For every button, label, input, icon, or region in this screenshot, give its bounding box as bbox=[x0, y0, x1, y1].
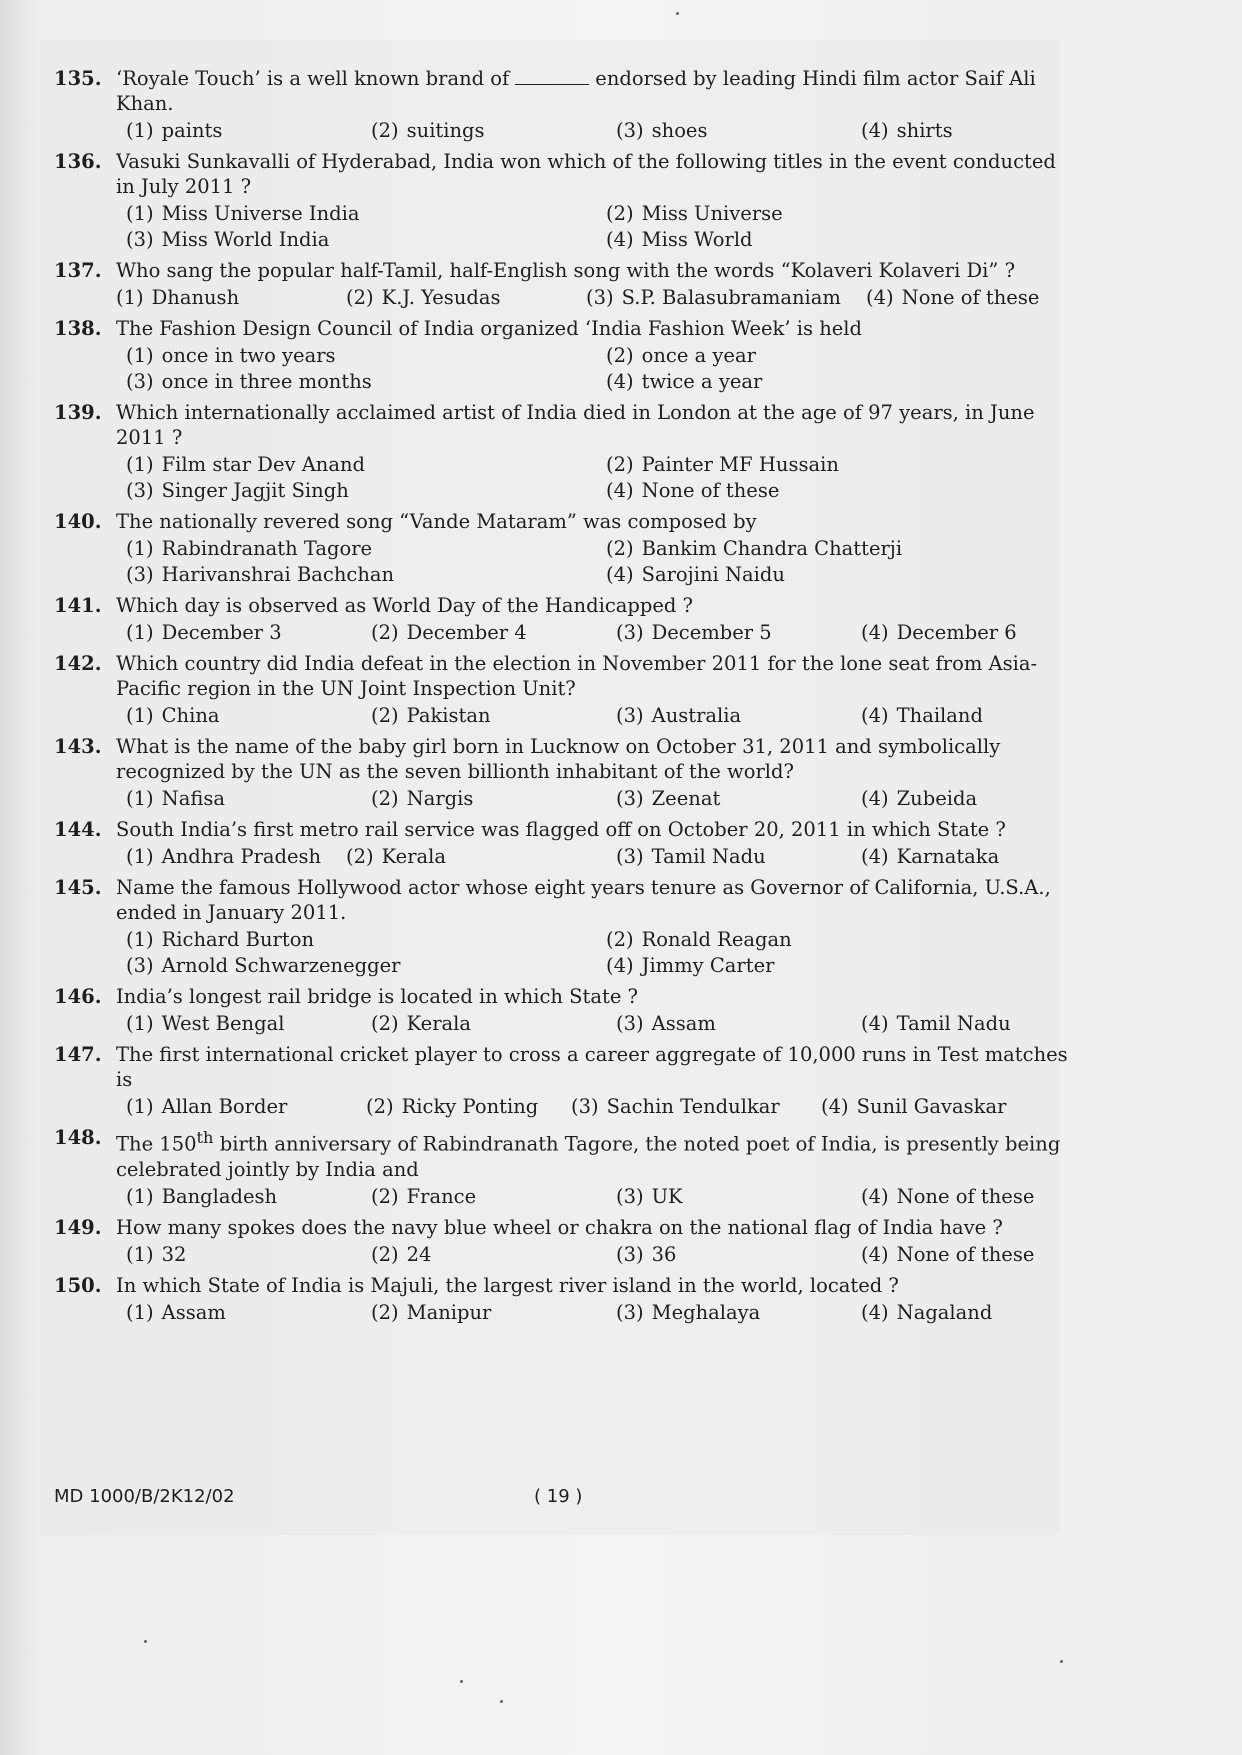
scan-speck bbox=[460, 1680, 463, 1683]
question-140 bbox=[54, 509, 1084, 587]
option-2: (2) Ronald Reagan bbox=[606, 928, 792, 951]
option-4: (4) Tamil Nadu bbox=[861, 1012, 1011, 1035]
option-4: (4) shirts bbox=[861, 119, 953, 142]
question-145 bbox=[54, 875, 1084, 978]
option-3: (3) Meghalaya bbox=[616, 1300, 761, 1324]
option-1: (1) Nafisa bbox=[126, 787, 225, 810]
option-1: (1) Richard Burton bbox=[126, 928, 314, 951]
question-text: Who sang the popular half-Tamil, half-English song with the words “Kolaveri Kolaveri Di” ? bbox=[116, 259, 1016, 282]
option-4: (4) Miss World bbox=[606, 228, 753, 251]
option-1: (1) December 3 bbox=[126, 621, 282, 644]
option-2: (2) Nargis bbox=[371, 787, 474, 810]
question-number: 145. bbox=[54, 876, 102, 899]
question-number: 136. bbox=[54, 150, 102, 173]
option-2: (2) December 4 bbox=[371, 621, 527, 644]
option-4: (4) None of these bbox=[861, 1184, 1035, 1208]
question-text-cont: endorsed by leading Hindi film actor Saif Ali Khan. bbox=[116, 67, 1036, 115]
options bbox=[126, 452, 1084, 503]
fill-blank bbox=[515, 67, 589, 85]
question-146 bbox=[54, 984, 1084, 1036]
option-3: (3) Sachin Tendulkar bbox=[571, 1095, 780, 1118]
question-137 bbox=[54, 258, 1084, 310]
scan-speck bbox=[144, 1640, 147, 1643]
options bbox=[126, 786, 1084, 811]
question-number: 150. bbox=[54, 1273, 102, 1297]
option-2: (2) Bankim Chandra Chatterji bbox=[606, 537, 903, 560]
question-text: The 150 bbox=[116, 1132, 197, 1156]
question-text: The nationally revered song “Vande Mataram” was composed by bbox=[116, 510, 757, 533]
question-149 bbox=[54, 1215, 1084, 1267]
option-2: (2) Kerala bbox=[371, 1012, 472, 1035]
option-2: (2) Ricky Ponting bbox=[366, 1095, 539, 1118]
question-text: Which country did India defeat in the election in November 2011 for the lone seat from Asia-Pacific region in the UN Joint Inspection Unit? bbox=[116, 652, 1038, 700]
option-1: (1) once in two years bbox=[126, 344, 336, 367]
option-3: (3) Assam bbox=[616, 1012, 716, 1035]
option-2: (2) Miss Universe bbox=[606, 202, 783, 225]
option-3: (3) S.P. Balasubramaniam bbox=[586, 286, 841, 309]
options bbox=[126, 1300, 1084, 1325]
options bbox=[126, 1094, 1084, 1119]
option-1: (1) Rabindranath Tagore bbox=[126, 537, 373, 560]
option-2: (2) Kerala bbox=[346, 845, 447, 868]
option-3: (3) 36 bbox=[616, 1242, 677, 1266]
options bbox=[126, 536, 1084, 587]
option-2: (2) France bbox=[371, 1184, 477, 1208]
option-2: (2) 24 bbox=[371, 1242, 432, 1266]
question-number: 141. bbox=[54, 594, 102, 617]
question-number: 144. bbox=[54, 818, 102, 841]
question-142 bbox=[54, 651, 1084, 728]
options bbox=[126, 1242, 1084, 1267]
question-text: The first international cricket player to cross a career aggregate of 10,000 runs in Test matches is bbox=[116, 1043, 1068, 1091]
page-number: ( 19 ) bbox=[534, 1486, 583, 1507]
question-number: 149. bbox=[54, 1215, 102, 1239]
question-150 bbox=[54, 1273, 1084, 1325]
question-number: 135. bbox=[54, 67, 102, 90]
option-4: (4) December 6 bbox=[861, 621, 1017, 644]
option-3: (3) UK bbox=[616, 1184, 683, 1208]
option-4: (4) Zubeida bbox=[861, 787, 978, 810]
scan-speck bbox=[500, 1700, 503, 1703]
options bbox=[126, 201, 1084, 252]
option-3: (3) Tamil Nadu bbox=[616, 845, 766, 868]
question-136 bbox=[54, 149, 1084, 252]
question-number: 147. bbox=[54, 1043, 102, 1066]
options bbox=[116, 285, 1084, 310]
option-3: (3) Zeenat bbox=[616, 787, 721, 810]
question-text: Name the famous Hollywood actor whose eight years tenure as Governor of California, U.S.A., ended in January 2011. bbox=[116, 876, 1051, 924]
scan-speck bbox=[676, 12, 679, 15]
question-number: 140. bbox=[54, 510, 102, 533]
option-3: (3) Singer Jagjit Singh bbox=[126, 479, 349, 502]
options bbox=[126, 844, 1084, 869]
question-number: 138. bbox=[54, 317, 102, 340]
option-3: (3) Harivanshrai Bachchan bbox=[126, 563, 395, 586]
option-3: (3) shoes bbox=[616, 119, 708, 142]
question-number: 142. bbox=[54, 652, 102, 675]
option-1: (1) Dhanush bbox=[116, 286, 240, 309]
option-4: (4) Jimmy Carter bbox=[606, 954, 775, 977]
option-1: (1) Miss Universe India bbox=[126, 202, 360, 225]
options bbox=[126, 343, 1084, 394]
option-3: (3) Arnold Schwarzenegger bbox=[126, 954, 401, 977]
option-2: (2) Pakistan bbox=[371, 704, 491, 727]
question-number: 146. bbox=[54, 985, 102, 1008]
option-4: (4) Sarojini Naidu bbox=[606, 563, 785, 586]
question-text: What is the name of the baby girl born in Lucknow on October 31, 2011 and symbolically recognized by the UN as the seven billionth inhabitant of the world? bbox=[116, 735, 1001, 783]
options bbox=[126, 1011, 1084, 1036]
option-1: (1) paints bbox=[126, 119, 223, 142]
paper-code: MD 1000/B/2K12/02 bbox=[54, 1486, 235, 1507]
question-text: The Fashion Design Council of India organized ‘India Fashion Week’ is held bbox=[116, 317, 863, 340]
question-text: Which day is observed as World Day of the Handicapped ? bbox=[116, 594, 694, 617]
question-text: South India’s first metro rail service was flagged off on October 20, 2011 in which State ? bbox=[116, 818, 1006, 841]
option-1: (1) Allan Border bbox=[126, 1095, 288, 1118]
question-list bbox=[54, 66, 1084, 1331]
question-text: India’s longest rail bridge is located in which State ? bbox=[116, 985, 639, 1008]
option-4: (4) Nagaland bbox=[861, 1300, 993, 1324]
option-1: (1) 32 bbox=[126, 1242, 187, 1266]
option-4: (4) None of these bbox=[861, 1242, 1035, 1266]
option-2: (2) K.J. Yesudas bbox=[346, 286, 501, 309]
option-1: (1) China bbox=[126, 704, 220, 727]
options bbox=[126, 620, 1084, 645]
option-4: (4) Thailand bbox=[861, 704, 983, 727]
option-3: (3) Miss World India bbox=[126, 228, 330, 251]
option-1: (1) Assam bbox=[126, 1300, 226, 1324]
question-text: How many spokes does the navy blue wheel or chakra on the national flag of India have ? bbox=[116, 1215, 1003, 1239]
question-139 bbox=[54, 400, 1084, 503]
question-text: In which State of India is Majuli, the largest river island in the world, located ? bbox=[116, 1273, 899, 1297]
question-text-cont: birth anniversary of Rabindranath Tagore, the noted poet of India, is presently being celebrated jointly by India and bbox=[116, 1132, 1061, 1181]
option-2: (2) once a year bbox=[606, 344, 756, 367]
question-138 bbox=[54, 316, 1084, 394]
question-text: ‘Royale Touch’ is a well known brand of bbox=[116, 67, 510, 90]
superscript-th: th bbox=[196, 1128, 214, 1147]
option-3: (3) once in three months bbox=[126, 370, 372, 393]
question-number: 139. bbox=[54, 401, 102, 424]
question-143 bbox=[54, 734, 1084, 811]
option-4: (4) None of these bbox=[606, 479, 780, 502]
question-number: 148. bbox=[54, 1126, 102, 1149]
question-141 bbox=[54, 593, 1084, 645]
question-147 bbox=[54, 1042, 1084, 1119]
option-4: (4) None of these bbox=[866, 286, 1040, 309]
option-3: (3) Australia bbox=[616, 704, 742, 727]
option-4: (4) Sunil Gavaskar bbox=[821, 1095, 1007, 1118]
question-135 bbox=[54, 66, 1084, 143]
options bbox=[126, 927, 1084, 978]
options bbox=[126, 703, 1084, 728]
options bbox=[126, 1184, 1084, 1209]
question-text: Vasuki Sunkavalli of Hyderabad, India won which of the following titles in the event conducted in July 2011 ? bbox=[116, 150, 1056, 198]
question-148 bbox=[54, 1125, 1084, 1209]
option-4: (4) Karnataka bbox=[861, 845, 1000, 868]
question-number: 143. bbox=[54, 735, 102, 758]
option-1: (1) Bangladesh bbox=[126, 1184, 278, 1208]
option-2: (2) suitings bbox=[371, 119, 485, 142]
option-3: (3) December 5 bbox=[616, 621, 772, 644]
question-144 bbox=[54, 817, 1084, 869]
option-2: (2) Manipur bbox=[371, 1300, 492, 1324]
option-1: (1) Andhra Pradesh bbox=[126, 845, 322, 868]
option-2: (2) Painter MF Hussain bbox=[606, 453, 839, 476]
scan-speck bbox=[1060, 1660, 1063, 1663]
option-4: (4) twice a year bbox=[606, 370, 763, 393]
question-number: 137. bbox=[54, 259, 102, 282]
question-text: Which internationally acclaimed artist of India died in London at the age of 97 years, in June 2011 ? bbox=[116, 401, 1035, 449]
options bbox=[126, 118, 1084, 143]
option-1: (1) Film star Dev Anand bbox=[126, 453, 366, 476]
option-1: (1) West Bengal bbox=[126, 1012, 285, 1035]
